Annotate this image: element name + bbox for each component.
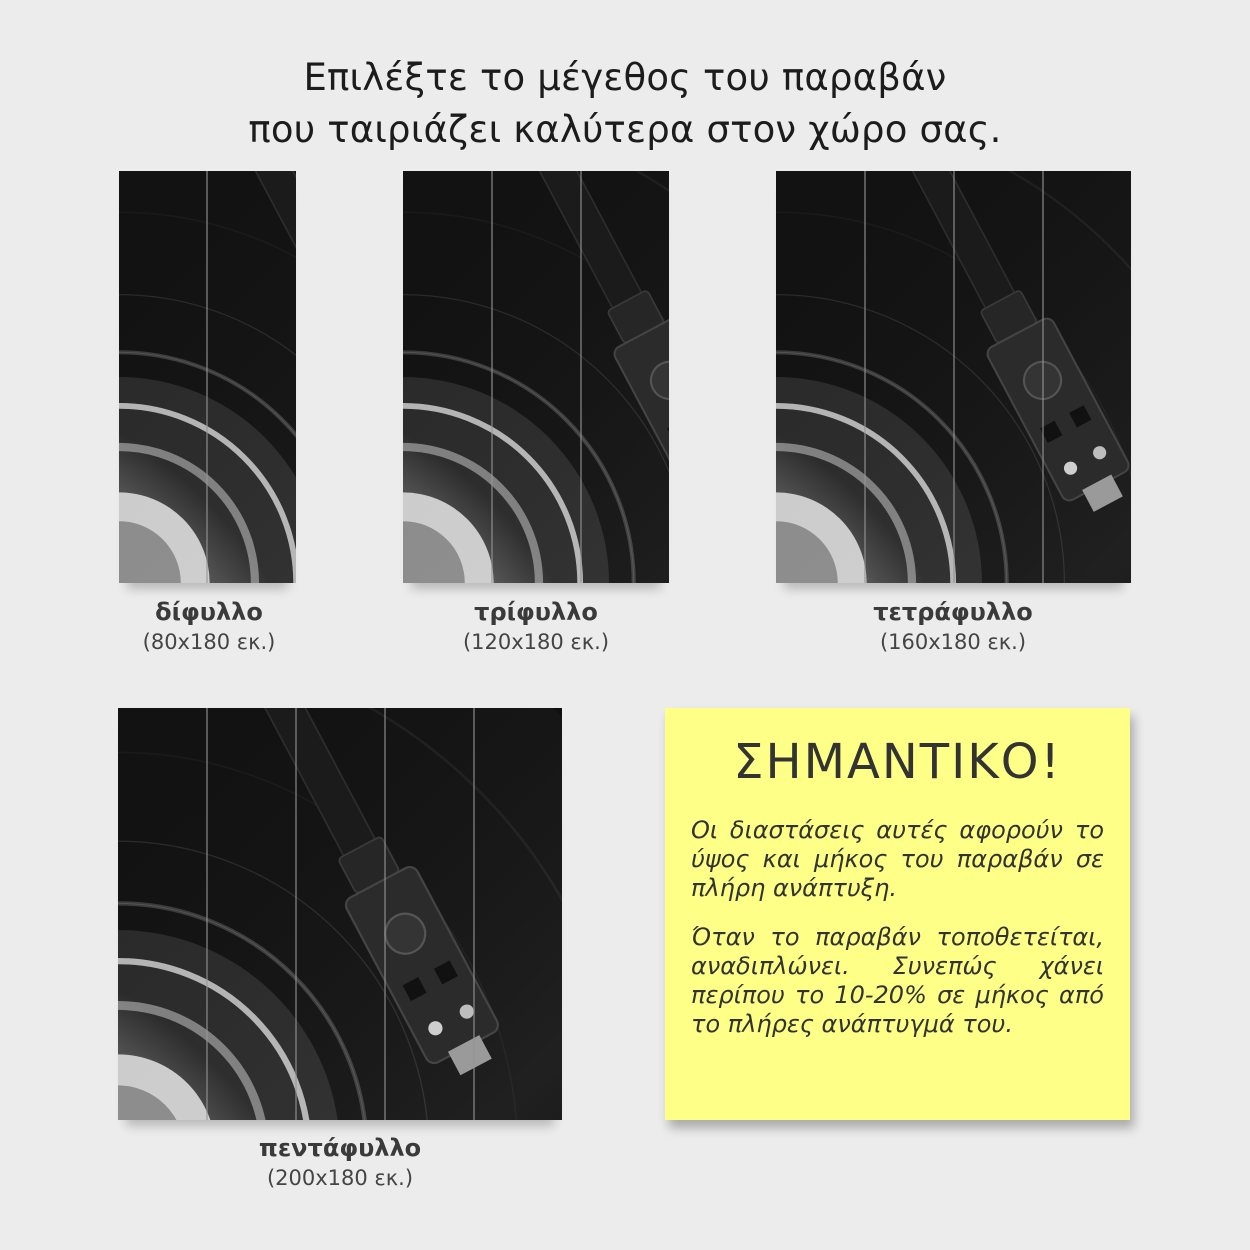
option-dimensions: (120x180 εκ.) (462, 630, 610, 654)
option-name: πεντάφυλλο (258, 1134, 422, 1162)
option-dimensions: (200x180 εκ.) (266, 1166, 414, 1190)
screen-preview-3-panels (403, 171, 669, 583)
headline-line-1: Επιλέξτε το μέγεθος του παραβάν (303, 56, 947, 99)
option-3-panels-caption (436, 597, 636, 657)
screen-preview-5-panels (118, 708, 562, 1120)
option-name: τρίφυλλο (474, 598, 598, 626)
note-paragraph-1: Οι διαστάσεις αυτές αφορούν το ύψος και μήκος του παραβάν σε πλήρη ανάπτυξη. (691, 816, 1104, 902)
screen-preview-2-panels (119, 171, 296, 583)
screen-preview-4-panels (776, 171, 1131, 583)
headline-line-2: που ταιριάζει καλύτερα στον χώρο σας. (248, 108, 1002, 151)
important-note (665, 708, 1130, 1120)
turntable-photo (403, 171, 669, 583)
option-name: δίφυλλο (155, 598, 263, 626)
headline (0, 52, 1250, 156)
option-5-panels-caption (240, 1133, 440, 1193)
option-4-panels-caption (853, 597, 1053, 657)
note-title: ΣΗΜΑΝΤΙΚΟ! (733, 734, 1062, 790)
option-name: τετράφυλλο (873, 598, 1033, 626)
turntable-photo (118, 708, 562, 1120)
option-dimensions: (80x180 εκ.) (142, 630, 276, 654)
option-dimensions: (160x180 εκ.) (879, 630, 1027, 654)
option-2-panels-caption (109, 597, 309, 657)
note-paragraph-2: Όταν το παραβάν τοποθετείται, αναδιπλώνει. Συνεπώς χάνει περίπου το 10-20% σε μήκος από το πλήρες ανάπτυγμά του. (691, 923, 1104, 1038)
